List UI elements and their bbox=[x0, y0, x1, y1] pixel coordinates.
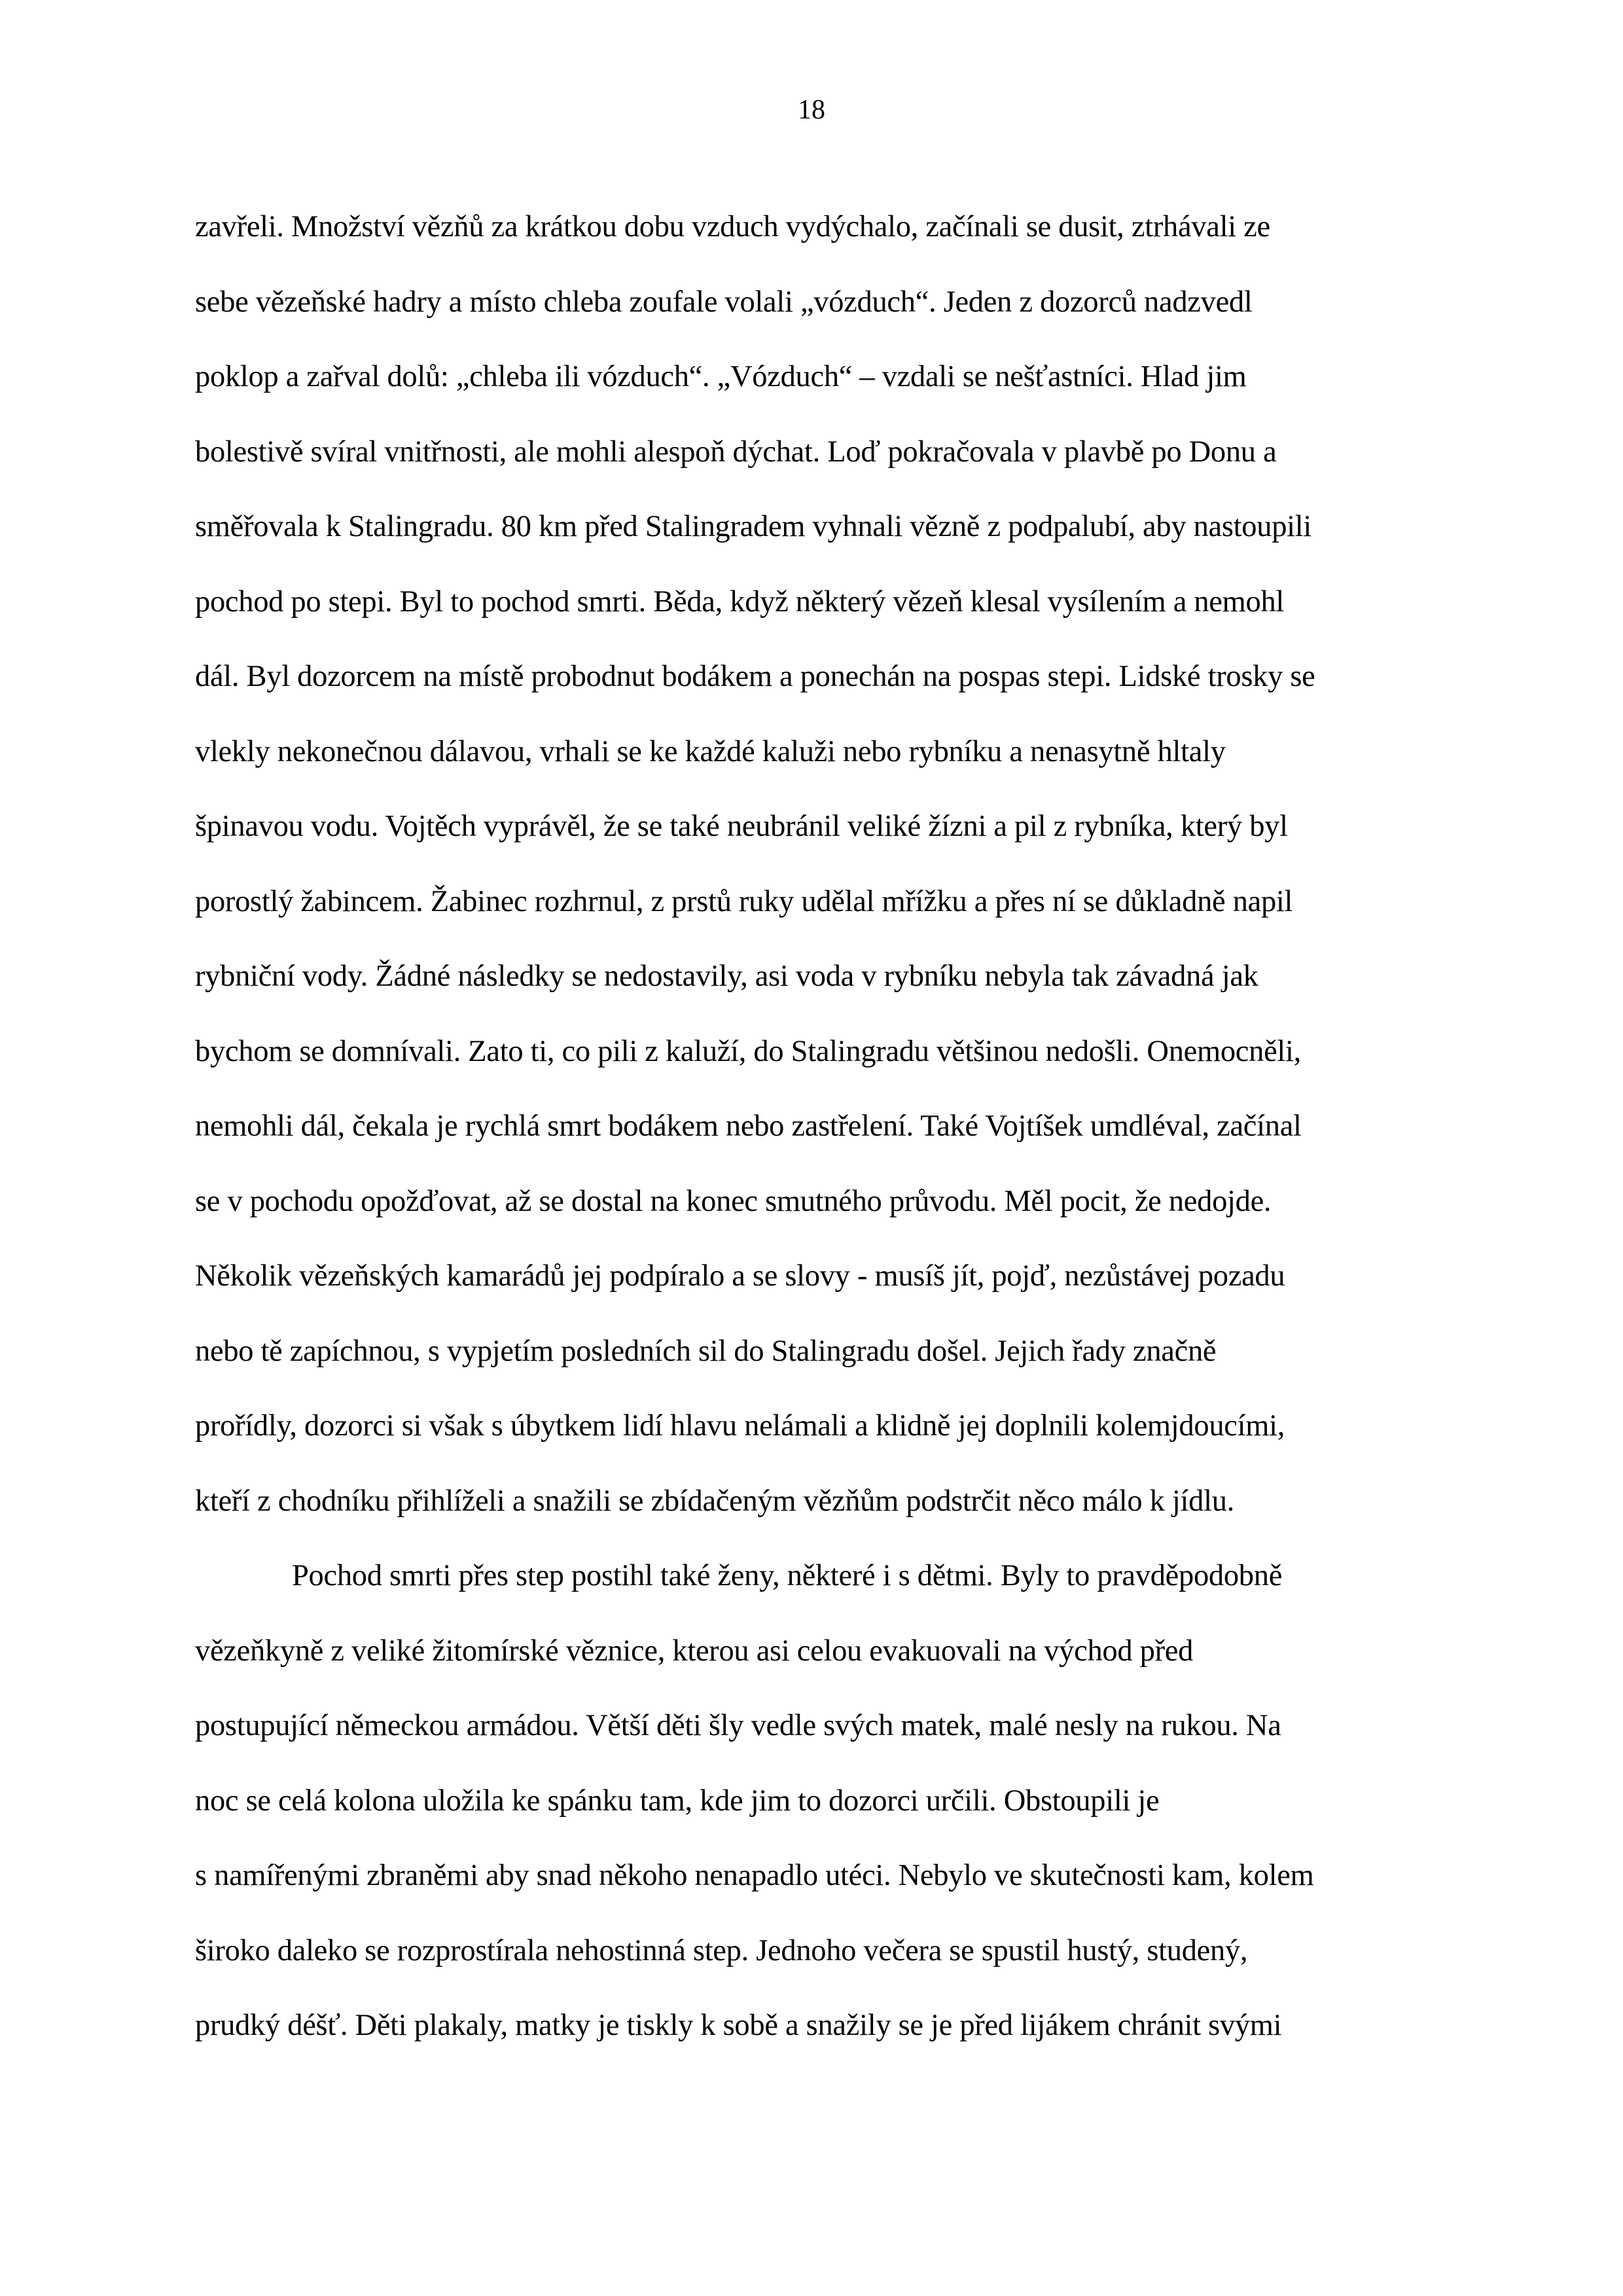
text-line: špinavou vodu. Vojtěch vyprávěl, že se také neubránil veliké žízni a pil z rybníka, který byl bbox=[195, 810, 1288, 843]
text-line: sebe vězeňské hadry a místo chleba zoufale volali „vózduch“. Jeden z dozorců nadzvedl bbox=[195, 285, 1253, 319]
text-line: pochod po stepi. Byl to pochod smrti. Běda, když některý vězeň klesal vysílením a nemohl bbox=[195, 584, 1285, 619]
text-line: bychom se domnívali. Zato ti, co pili z kaluží, do Stalingradu většinou nedošli. Onemocněli, bbox=[195, 1034, 1301, 1068]
paragraph-first-line: Pochod smrti přes step postihl také ženy, některé i s dětmi. Byly to pravděpodobně bbox=[292, 1559, 1283, 1592]
text-line: rybniční vody. Žádné následky se nedostavily, asi voda v rybníku nebyla tak závadná jak bbox=[195, 960, 1258, 993]
text-line: se v pochodu opožďovat, až se dostal na konec smutného průvodu. Měl pocit, že nedojde. bbox=[195, 1184, 1272, 1218]
text-line: prudký déšť. Děti plakaly, matky je tiskly k sobě a snažily se je před lijákem chránit svými bbox=[195, 2009, 1282, 2042]
text-line: noc se celá kolona uložila ke spánku tam, kde jim to dozorci určili. Obstoupili je bbox=[195, 1784, 1160, 1818]
text-line: směřovala k Stalingradu. 80 km před Stalingradem vyhnali vězně z podpalubí, aby nastoupili bbox=[195, 510, 1312, 543]
text-line: široko daleko se rozprostírala nehostinná step. Jednoho večera se spustil hustý, studený, bbox=[195, 1933, 1248, 1967]
text-line: vězeňkyně z veliké žitomírské věznice, kterou asi celou evakuovali na východ před bbox=[195, 1634, 1194, 1668]
body-text bbox=[195, 190, 1438, 2064]
text-line: Několik vězeňských kamarádů jej podpíralo a se slovy - musíš jít, pojď, nezůstávej pozadu bbox=[195, 1259, 1285, 1293]
page-number: 18 bbox=[798, 95, 825, 125]
text-line: poklop a zařval dolů: „chleba ili vózduch“. „Vózduch“ – vzdali se nešťastníci. Hlad jim bbox=[195, 360, 1247, 393]
text-line: dál. Byl dozorcem na místě probodnut bodákem a ponechán na pospas stepi. Lidské trosky se bbox=[195, 660, 1315, 693]
text-line: postupující německou armádou. Větší děti šly vedle svých matek, malé nesly na rukou. Na bbox=[195, 1709, 1281, 1742]
text-line: s namířenými zbraněmi aby snad někoho nenapadlo utéci. Nebylo ve skutečnosti kam, kolem bbox=[195, 1859, 1314, 1892]
text-line: nemohli dál, čekala je rychlá smrt bodákem nebo zastřelení. Také Vojtíšek umdléval, začínal bbox=[195, 1109, 1302, 1143]
text-line: vlekly nekonečnou dálavou, vrhali se ke každé kaluži nebo rybníku a nenasytně hltaly bbox=[195, 734, 1226, 768]
text-line: nebo tě zapíchnou, s vypjetím posledních sil do Stalingradu došel. Jejich řady značně bbox=[195, 1334, 1217, 1368]
text-line: bolestivě svíral vnitřnosti, ale mohli alespoň dýchat. Loď pokračovala v plavbě po Donu a bbox=[195, 435, 1277, 469]
text-line: porostlý žabincem. Žabinec rozhrnul, z prstů ruky udělal mřížku a přes ní se důkladně napil bbox=[195, 884, 1293, 918]
text-line: kteří z chodníku přihlíželi a snažili se zbídačeným vězňům podstrčit něco málo k jídlu. bbox=[195, 1484, 1235, 1518]
text-line: prořídly, dozorci si však s úbytkem lidí hlavu nelámali a klidně jej doplnili kolemjdoucími, bbox=[195, 1409, 1285, 1443]
text-line: zavřeli. Množství vězňů za krátkou dobu vzduch vydýchalo, začínali se dusit, ztrhávali ze bbox=[195, 210, 1270, 243]
